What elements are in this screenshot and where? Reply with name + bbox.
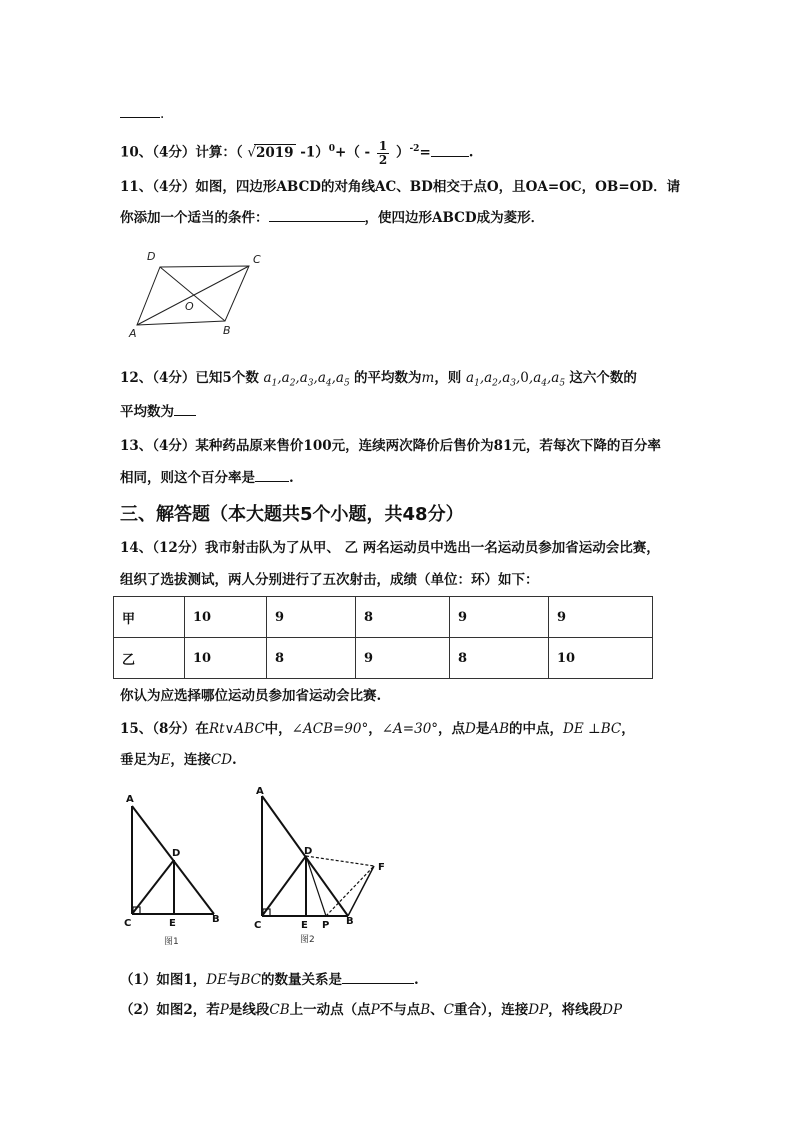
- diagonal-ac: [137, 266, 249, 325]
- top-answer-fragment: .: [120, 104, 164, 124]
- table-cell: 9: [267, 597, 356, 638]
- segment-dp: [306, 856, 326, 916]
- table-cell: 9: [549, 597, 653, 638]
- label-B: B: [223, 324, 231, 337]
- table-cell: 乙: [114, 638, 185, 679]
- triangle-figure-2: [250, 782, 400, 947]
- sqrt-radicand: 2019: [256, 144, 294, 161]
- label-A: A: [256, 786, 264, 797]
- answer-blank: [342, 970, 414, 984]
- table-cell: 10: [185, 638, 267, 679]
- fraction-one-half: $\frac{1}{2}$: [378, 138, 388, 167]
- table-cell: 9: [450, 597, 549, 638]
- question-11-line2: 你添加一个适当的条件： ，使四边形ABCD成为菱形．: [120, 210, 545, 226]
- question-14-line1: 14、（12分）我市射击队为了从甲、 乙 两名运动员中选出一名运动员参加省运动会比赛，: [120, 540, 660, 556]
- question-13-line2: 相同，则这个百分率是 .: [120, 470, 294, 486]
- segment-pf: [326, 866, 374, 916]
- table-cell: 10: [549, 638, 653, 679]
- table-cell: 10: [185, 597, 267, 638]
- answer-blank: [269, 208, 365, 222]
- segment-cd: [132, 860, 174, 914]
- segment-cd: [262, 856, 306, 916]
- question-15-line1: 15、（8分）在Rt∨ABC中，∠ACB=90°，∠A=30°，点D是AB的中点，DE ⊥BC，: [120, 721, 635, 737]
- question-15-sub1: （1）如图1，DE与BC的数量关系是 .: [120, 972, 419, 988]
- triangle-figure-1: [118, 788, 238, 950]
- segment-df: [306, 856, 374, 866]
- label-A: A: [126, 794, 134, 805]
- answer-blank: [431, 143, 469, 157]
- question-13-line1: 13、（4分）某种药品原来售价100元，连续两次降价后售价为81元，若每次下降的百分率: [120, 438, 661, 454]
- label-D: D: [304, 846, 313, 857]
- label-A: A: [129, 327, 137, 340]
- figure-caption-1: 图1: [164, 937, 179, 947]
- label-D: D: [147, 250, 156, 263]
- answer-blank: [120, 104, 160, 118]
- question-14-line2: 组织了选拔测试，两人分别进行了五次射击，成绩（单位：环）如下：: [120, 572, 539, 588]
- table-row: [114, 638, 653, 679]
- table-row: [114, 597, 653, 638]
- question-12-line1: 12、（4分）已知5个数 $a_1,a_2,a_3,a_4,a_5$ 的平均数为m，则 $a_1,a_2,a_3,0,a_4,a_5$ 这六个数的: [120, 370, 637, 389]
- scores-table: [113, 596, 653, 679]
- figure-caption-2: 图2: [300, 935, 315, 945]
- label-F: F: [378, 862, 385, 873]
- table-cell: 8: [450, 638, 549, 679]
- question-10: 10、（4分）计算：（ √2019 -1）$^0$+（ - $\frac{1}{2}$ ）$^{-2}$= .: [120, 138, 474, 167]
- question-15-sub2: （2）如图2，若P是线段CB上一动点（点P不与点B、C重合），连接DP，将线段DP: [120, 1002, 623, 1018]
- question-15-line2: 垂足为E，连接CD.: [120, 752, 237, 768]
- table-cell: 8: [356, 597, 450, 638]
- quadrilateral-figure: [125, 245, 275, 340]
- segment-bf: [348, 866, 374, 916]
- label-P: P: [322, 920, 330, 931]
- label-C: C: [254, 920, 262, 931]
- variables-six-list: $a_1,a_2,a_3,0,a_4,a_5$: [466, 370, 566, 389]
- question-12-line2: 平均数为: [120, 402, 196, 422]
- answer-blank: [174, 402, 196, 416]
- question-11-line1: 11、（4分）如图，四边形ABCD的对角线AC、BD相交于点O，且OA=OC，OB=OD．请: [120, 179, 681, 195]
- label-D: D: [172, 848, 181, 859]
- label-O: O: [185, 300, 194, 313]
- section-heading: 三、解答题（本大题共5个小题，共48分）: [120, 504, 464, 525]
- label-E: E: [169, 918, 176, 929]
- label-E: E: [301, 920, 308, 931]
- label-C: C: [253, 253, 261, 266]
- question-14-line3: 你认为应选择哪位运动员参加省运动会比赛.: [120, 688, 382, 704]
- label-B: B: [346, 916, 354, 927]
- table-cell: 8: [267, 638, 356, 679]
- answer-blank: [255, 468, 289, 482]
- label-C: C: [124, 918, 132, 929]
- table-cell: 9: [356, 638, 450, 679]
- variables-a1-a5: $a_1,a_2,a_3,a_4,a_5$: [263, 370, 350, 389]
- label-B: B: [212, 914, 220, 925]
- table-cell: 甲: [114, 597, 185, 638]
